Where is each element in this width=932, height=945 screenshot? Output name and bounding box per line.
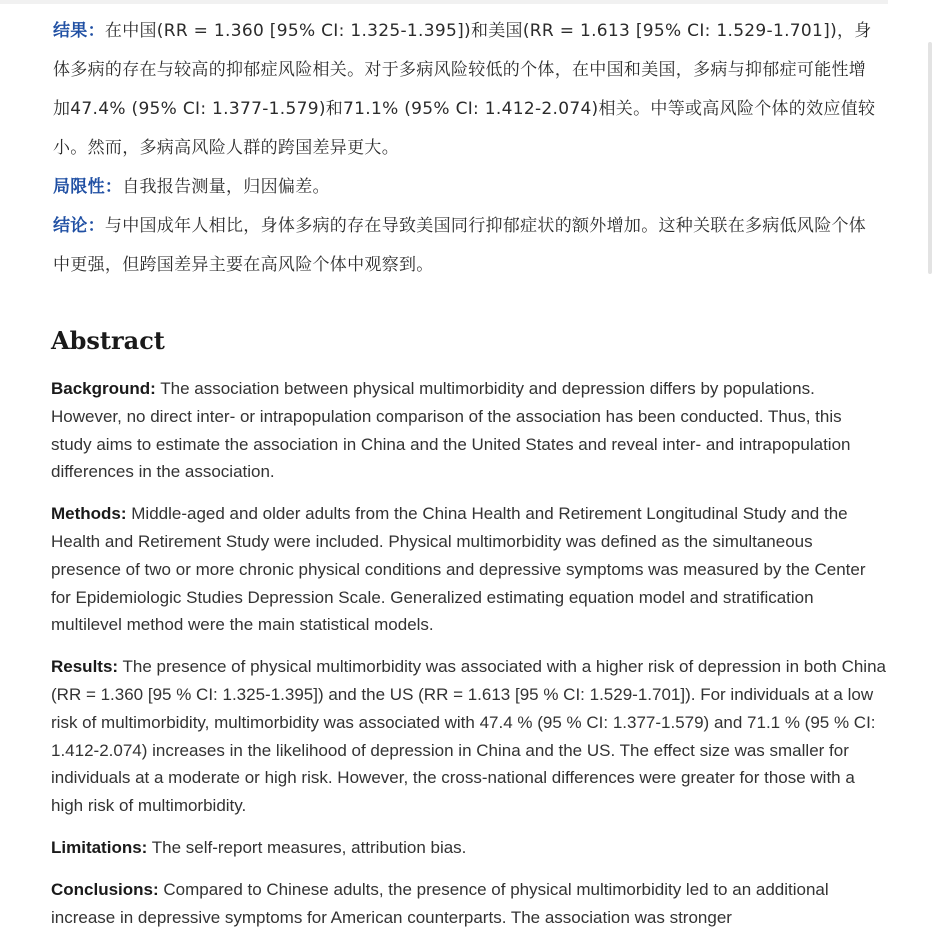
cn-limitations-text: 自我报告测量，归因偏差。 — [122, 177, 330, 197]
scrollbar[interactable] — [928, 42, 932, 274]
cn-conclusions-paragraph — [53, 207, 883, 285]
chinese-abstract — [53, 12, 883, 285]
conclusions-label: Conclusions: — [51, 879, 159, 899]
conclusions-text: Compared to Chinese adults, the presence of physical multimorbidity led to an additional increase in depressive symptoms for American counterparts. The association was stronger — [51, 879, 829, 927]
english-abstract — [51, 375, 886, 945]
limitations-text: The self-report measures, attribution bias. — [147, 837, 467, 857]
limitations-label: Limitations: — [51, 837, 148, 857]
methods-text: Middle-aged and older adults from the China Health and Retirement Longitudinal Study and the Health and Retirement Study were included. Physical multimorbidity was defined as the simultaneous presence of two or more chronic physical conditions and depressive symptoms was measured by the Center for Epidemiologic Studies Depression Scale. Generalized estimating equation model and stratification multilevel method were the main statistical models. — [51, 504, 866, 635]
results-label: Results: — [51, 657, 119, 677]
cn-conclusions-text: 与中国成年人相比，身体多病的存在导致美国同行抑郁症状的额外增加。这种关联在多病低风险个体中更强，但跨国差异主要在高风险个体中观察到。 — [53, 216, 867, 275]
conclusions-paragraph — [51, 876, 886, 932]
methods-paragraph — [51, 500, 886, 639]
cn-results-label: 结果： — [53, 21, 105, 41]
abstract-heading: Abstract — [51, 326, 165, 355]
methods-label: Methods: — [51, 504, 127, 524]
cn-limitations-paragraph — [53, 168, 883, 207]
cn-conclusions-label: 结论： — [53, 216, 105, 236]
limitations-paragraph — [51, 834, 886, 862]
results-text: The presence of physical multimorbidity was associated with a higher risk of depression in both China (RR = 1.360 [95 % CI: 1.325-1.395]) and the US (RR = 1.613 [95 % CI: 1.529-1.701]). For individuals at a low risk of multimorbidity, multimorbidity was associated with 47.4 % (95 % CI: 1.377-1.579) and 71.1 % (95 % CI: 1.412-2.074) increases in the likelihood of depression in China and the US. The effect size was smaller for individuals at a moderate or high risk. However, the cross-national differences were greater for those with a high risk of multimorbidity. — [51, 657, 886, 816]
background-paragraph — [51, 375, 886, 486]
results-paragraph — [51, 653, 886, 820]
top-divider — [0, 0, 888, 4]
background-label: Background: — [51, 379, 156, 398]
cn-results-paragraph — [53, 12, 883, 168]
background-text: The association between physical multimorbidity and depression differs by populations. However, no direct inter- or intrapopulation comparison of the association has been conducted. Thus, this study aims to estimate the association in China and the United States and reveal inter- and intrapopulation differences in the association. — [51, 379, 851, 482]
cn-results-text: 在中国(RR = 1.360 [95% CI: 1.325-1.395])和美国(RR = 1.613 [95% CI: 1.529-1.701])，身体多病的存在与较高的抑郁症风险相关。对于多病风险较低的个体，在中国和美国，多病与抑郁症可能性增加47.4% (95% CI: 1.377-1.579)和71.1% (95% CI: 1.412-2.074)相关。中等或高风险个体的效应值较小。然而，多病高风险人群的跨国差异更大。 — [53, 21, 876, 158]
cn-limitations-label: 局限性： — [53, 177, 123, 197]
